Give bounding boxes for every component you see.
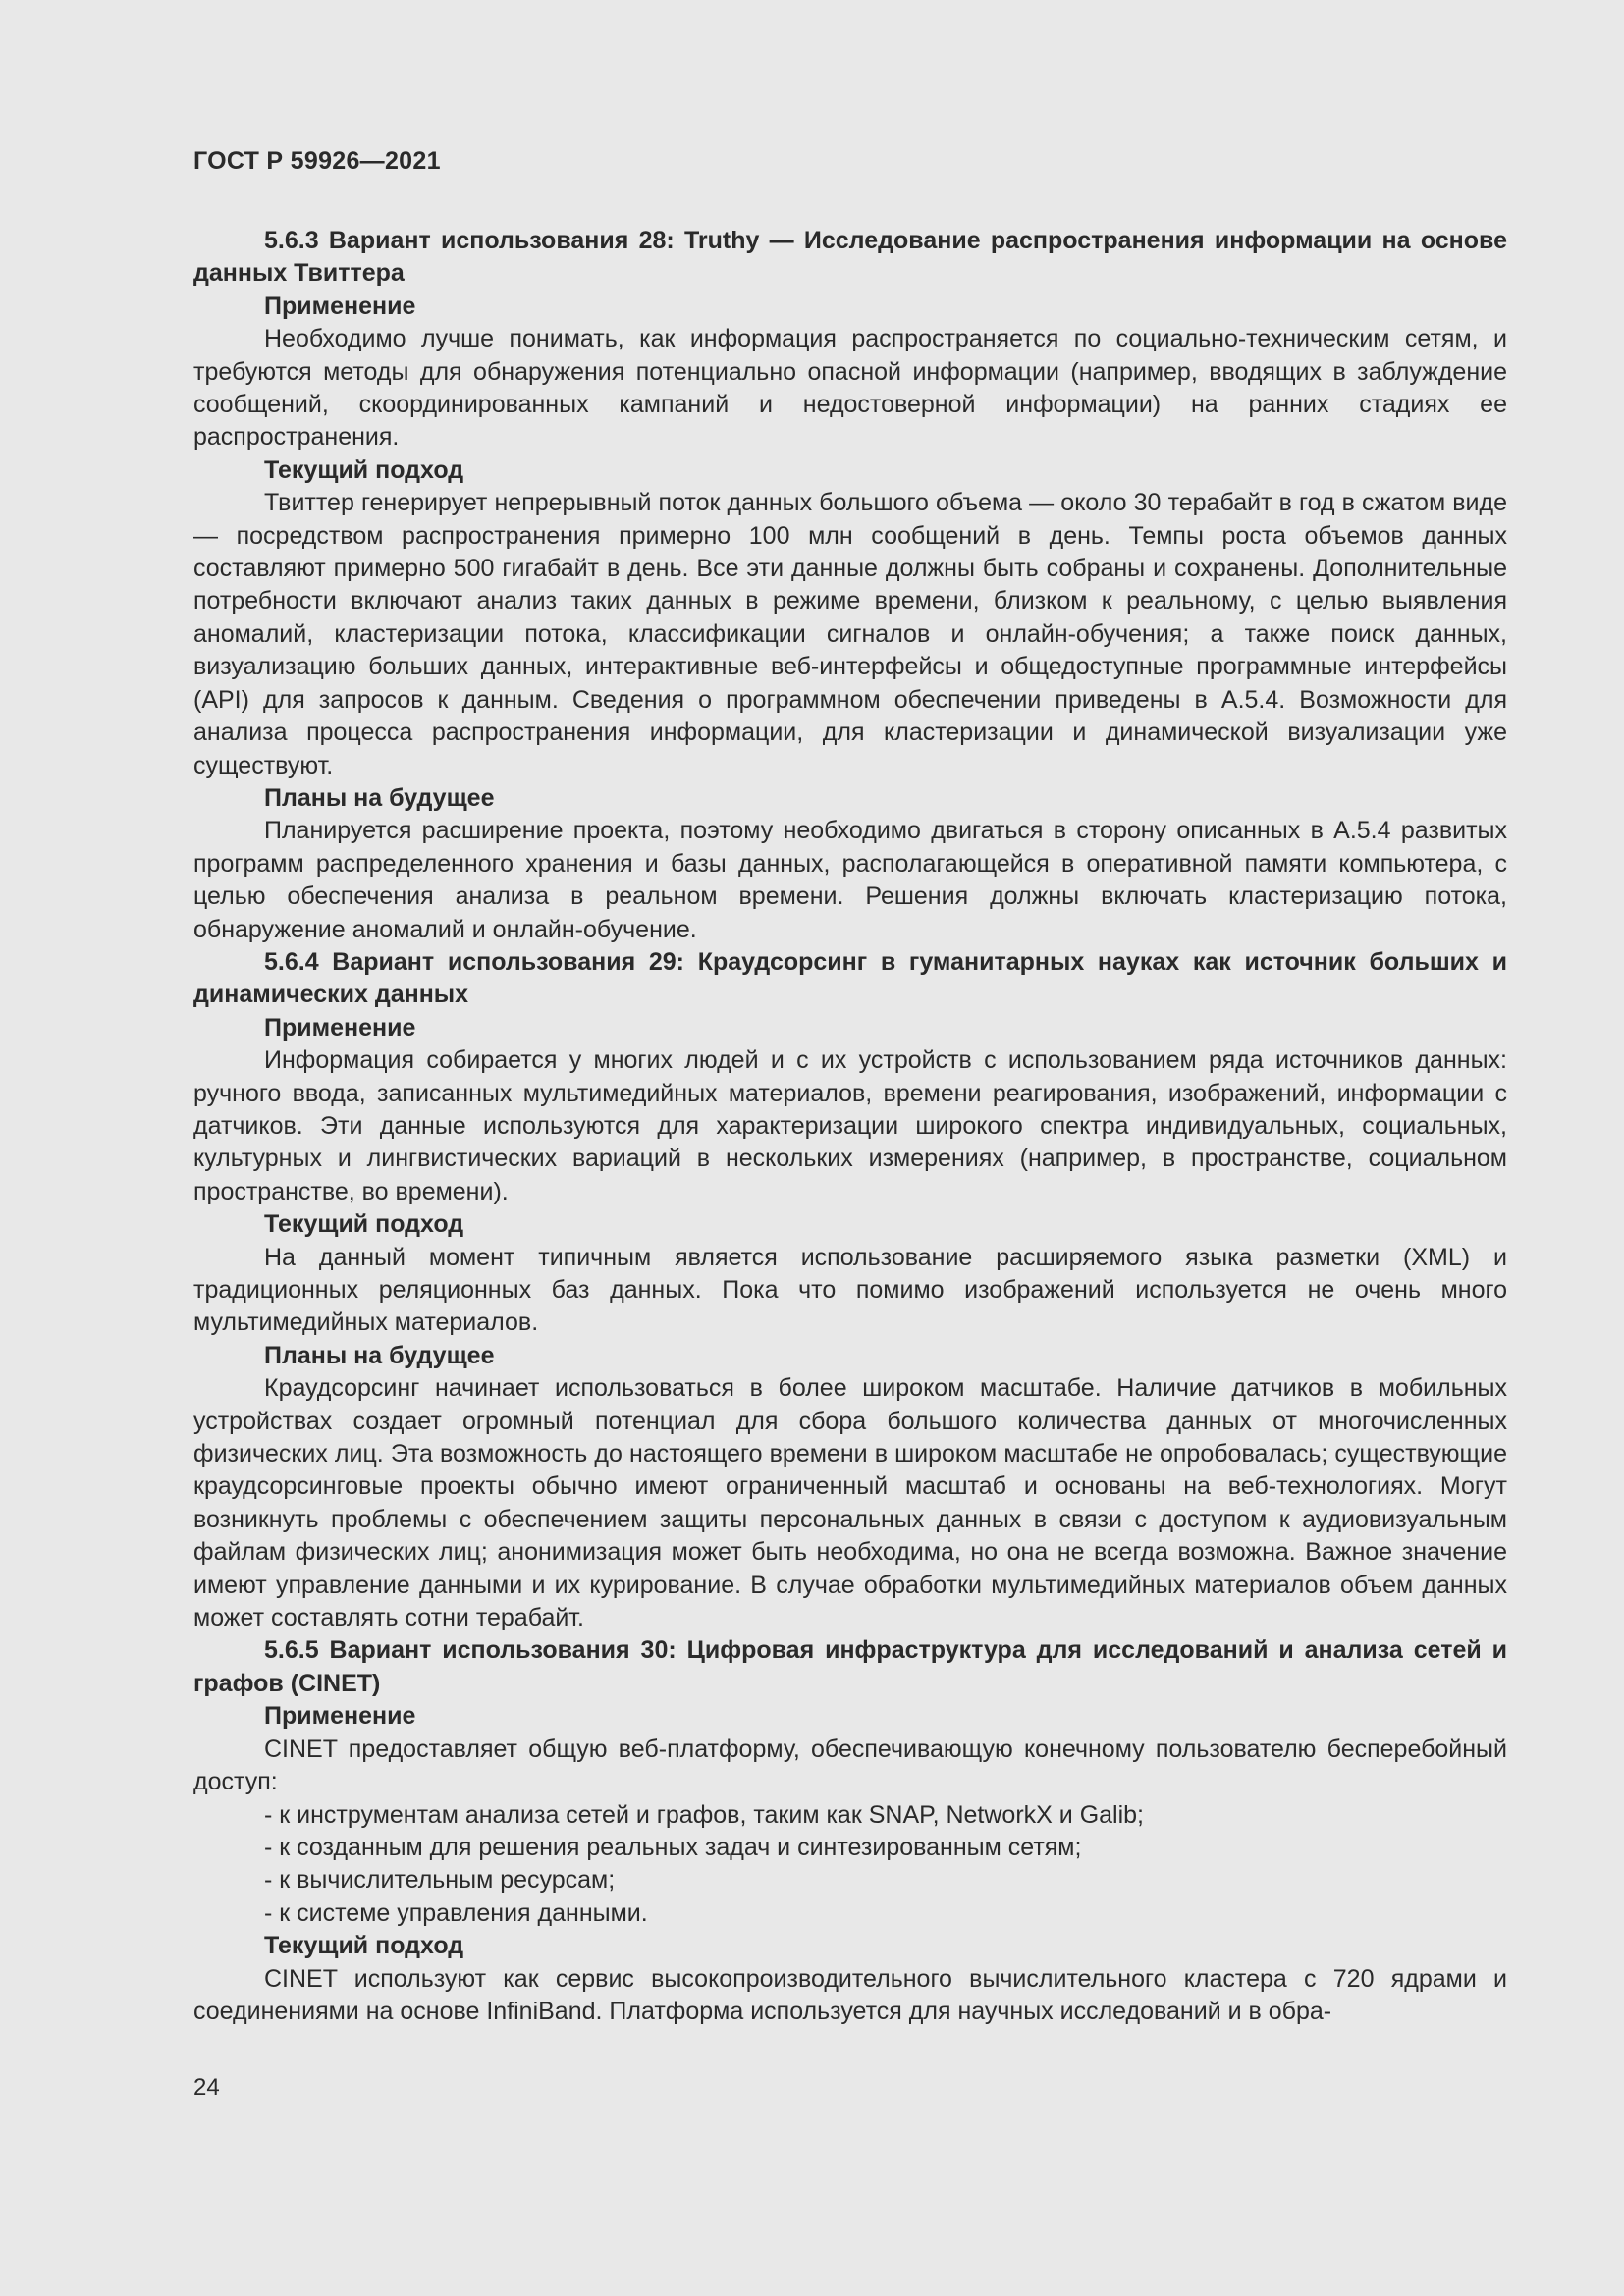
section-5-6-4-application-text: Информация собирается у многих людей и с их устройств с использованием ряда источников данных: ручного ввода, записанных мультимедийных материалов, времени реагирования, изображений, информации с датчиков. Эти данные используются для характеризации широкого спектра индивидуальных, социальных, культурных и лингвистических вариаций в нескольких измерениях (например, в пространстве, социальном пространстве, во времени). xyxy=(193,1046,1507,1205)
list-item: - к вычислительным ресурсам; xyxy=(264,1866,616,1895)
section-5-6-5-application-text: CINET предоставляет общую веб-платформу, обеспечивающую конечному пользователю бесперебойный доступ: xyxy=(193,1735,1507,1796)
page-number: 24 xyxy=(193,2074,220,2101)
section-5-6-4-current-text: На данный момент типичным является использование расширяемого языка разметки (XML) и традиционных реляционных баз данных. Пока что помимо изображений используется не очень много мультимедийных материалов. xyxy=(193,1243,1507,1337)
section-5-6-4-future-text: Краудсорсинг начинает использоваться в более широком масштабе. Наличие датчиков в мобильных устройствах создает огромный потенциал для сбора большого количества данных от многочисленных физических лиц. Эта возможность до настоящего времени в широком масштабе не опробовалась; существующие краудсорсинговые проекты обычно имеют ограниченный масштаб и основаны на веб-технологиях. Могут возникнуть проблемы с обеспечением защиты персональных данных в связи с доступом к аудиовизуальным файлам физических лиц; анонимизация может быть необходима, но она не всегда возможна. Важное значение имеют управление данными и их курирование. В случае обработки мультимедийных материалов объем данных может составлять сотни терабайт. xyxy=(193,1374,1507,1632)
list-item: - к системе управления данными. xyxy=(264,1898,648,1927)
section-5-6-3-title: 5.6.3 Вариант использования 28: Truthy — Исследование распространения информации на основе данных Твиттера xyxy=(193,227,1507,288)
section-5-6-5-application-heading: Применение xyxy=(264,1702,416,1731)
section-5-6-3-application-text: Необходимо лучше понимать, как информация распространяется по социально-техническим сетям, и требуются методы для обнаружения потенциально опасной информации (например, вводящих в заблуждение сообщений, скоординированных кампаний и недостоверной информации) на ранних стадиях ее распространения. xyxy=(193,325,1507,452)
section-5-6-5-current-heading: Текущий подход xyxy=(264,1932,464,1960)
section-5-6-5-current-text: CINET используют как сервис высокопроизводительного вычислительного кластера с 720 ядрами и соединениями на основе InfiniBand. Платформа используется для научных исследований и в обра- xyxy=(193,1964,1507,2025)
section-5-6-3-current-heading: Текущий подход xyxy=(264,455,464,484)
section-5-6-4-current-heading: Текущий подход xyxy=(264,1210,464,1239)
section-5-6-5-title: 5.6.5 Вариант использования 30: Цифровая инфраструктура для исследований и анализа сетей и графов (CINET) xyxy=(193,1636,1507,1697)
section-5-6-4-application-heading: Применение xyxy=(264,1013,416,1041)
list-item: - к созданным для решения реальных задач и синтезированным сетям; xyxy=(264,1833,1082,1861)
section-5-6-3-application-heading: Применение xyxy=(264,292,416,320)
document-body xyxy=(193,225,1507,2028)
list-item: - к инструментам анализа сетей и графов, таким как SNAP, NetworkX и Galib; xyxy=(264,1800,1144,1829)
section-5-6-3-future-text: Планируется расширение проекта, поэтому необходимо двигаться в сторону описанных в А.5.4 развитых программ распределенного хранения и базы данных, располагающейся в оперативной памяти компьютера, с целью обеспечения анализа в реальном времени. Решения должны включать кластеризацию потока, обнаружение аномалий и онлайн-обучение. xyxy=(193,817,1507,943)
section-5-6-4-future-heading: Планы на будущее xyxy=(264,1341,495,1369)
section-5-6-4-title: 5.6.4 Вариант использования 29: Краудсорсинг в гуманитарных науках как источник больших и динамических данных xyxy=(193,947,1507,1009)
section-5-6-3-current-text: Твиттер генерирует непрерывный поток данных большого объема — около 30 терабайт в год в сжатом виде — посредством распространения примерно 100 млн сообщений в день. Темпы роста объемов данных составляют примерно 500 гигабайт в день. Все эти данные должны быть собраны и сохранены. Дополнительные потребности включают анализ таких данных в режиме времени, близком к реальному, с целью выявления аномалий, кластеризации потока, классификации сигналов и онлайн-обучения; а также поиск данных, визуализацию больших данных, интерактивные веб-интерфейсы и общедоступные программные интерфейсы (API) для запросов к данным. Сведения о программном обеспечении приведены в А.5.4. Возможности для анализа процесса распространения информации, для кластеризации и динамической визуализации уже существуют. xyxy=(193,489,1507,779)
document-header: ГОСТ Р 59926—2021 xyxy=(193,147,441,175)
section-5-6-3-future-heading: Планы на будущее xyxy=(264,783,495,812)
